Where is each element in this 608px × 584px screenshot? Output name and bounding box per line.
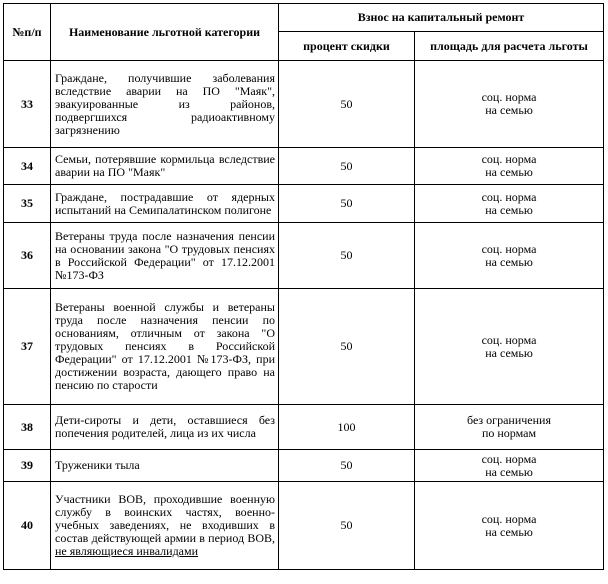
category-name: Ветераны военной службы и ветераны труда после назначения пенсии по основаниям, отличным от закона "О трудовых пенсиях в Российской Федерации" от 17.12.2001 №173-ФЗ, при достижении возраста, дающего право на пенсию по старости — [51, 289, 279, 405]
row-number: 37 — [4, 289, 51, 405]
benefit-area-line: соц. норма — [481, 90, 537, 104]
header-num: №п/п — [4, 4, 51, 61]
benefits-table — [3, 3, 604, 570]
discount-value: 50 — [279, 450, 415, 482]
category-name — [51, 482, 279, 570]
discount-value: 50 — [279, 148, 415, 185]
benefit-area-line: на семью — [485, 524, 533, 539]
header-category-name: Наименование льготной категории — [51, 4, 279, 61]
benefit-area — [415, 148, 604, 185]
table-row — [4, 223, 604, 289]
benefit-area-line: на семью — [485, 345, 533, 360]
table-row — [4, 61, 604, 148]
benefit-area — [415, 405, 604, 450]
row-number: 39 — [4, 450, 51, 482]
benefit-area-line: без ограничения — [467, 413, 551, 427]
benefit-area — [415, 223, 604, 289]
discount-value: 50 — [279, 482, 415, 570]
category-name-underlined: не являющиеся инвалидами — [55, 544, 199, 558]
discount-value: 50 — [279, 223, 415, 289]
benefit-area — [415, 61, 604, 148]
header-discount-percent: процент скидки — [279, 32, 415, 61]
category-name-main: Участники ВОВ, проходившие военную службу в воинских частях, военно-учебных заведениях, не входивших в состав действующей армии в период ВОВ, — [55, 492, 275, 545]
benefit-area-line: соц. норма — [481, 451, 537, 466]
table-row — [4, 289, 604, 405]
table-row — [4, 450, 604, 482]
header-capital-repair-fee: Взнос на капитальный ремонт — [279, 4, 604, 32]
row-number: 38 — [4, 405, 51, 450]
benefit-area-line: на семью — [485, 202, 533, 217]
benefit-area-line: соц. норма — [481, 511, 537, 526]
benefit-area — [415, 185, 604, 223]
table-row — [4, 405, 604, 450]
benefit-area — [415, 289, 604, 405]
category-name: Труженики тыла — [51, 450, 279, 482]
benefit-area-line: по нормам — [481, 426, 537, 440]
discount-value: 50 — [279, 185, 415, 223]
category-name: Граждане, получившие заболевания вследствие аварии на ПО "Маяк", эвакуированные из районов, подвергшихся радиоактивному загрязнению — [51, 61, 279, 148]
category-name: Граждане, пострадавшие от ядерных испытаний на Семипалатинском полигоне — [51, 185, 279, 223]
category-name: Ветераны труда после назначения пенсии на основании закона "О трудовых пенсиях в Российской Федерации" от 17.12.2001 №173-ФЗ — [51, 223, 279, 289]
discount-value: 50 — [279, 61, 415, 148]
row-number: 35 — [4, 185, 51, 223]
benefit-area-line: на семью — [485, 254, 533, 269]
discount-value: 100 — [279, 405, 415, 450]
category-name: Дети-сироты и дети, оставшиеся без попечения родителей, лица из их числа — [51, 405, 279, 450]
table-row — [4, 482, 604, 570]
discount-value: 50 — [279, 289, 415, 405]
benefit-area-line: на семью — [485, 464, 533, 479]
header-row-top — [4, 4, 604, 32]
header-benefit-area: площадь для расчета льготы — [415, 32, 604, 61]
benefit-area — [415, 450, 604, 482]
row-number: 33 — [4, 61, 51, 148]
benefit-area-line: соц. норма — [481, 241, 537, 256]
table-row — [4, 148, 604, 185]
benefit-area — [415, 482, 604, 570]
table-row — [4, 185, 604, 223]
row-number: 40 — [4, 482, 51, 570]
benefit-area-line: на семью — [485, 165, 533, 179]
row-number: 34 — [4, 148, 51, 185]
category-name: Семьи, потерявшие кормильца вследствие аварии на ПО "Маяк" — [51, 148, 279, 185]
benefit-area-line: соц. норма — [481, 152, 537, 166]
row-number: 36 — [4, 223, 51, 289]
benefit-area-line: соц. норма — [481, 332, 537, 347]
benefit-area-line: соц. норма — [481, 189, 537, 204]
benefit-area-line: на семью — [485, 103, 533, 117]
